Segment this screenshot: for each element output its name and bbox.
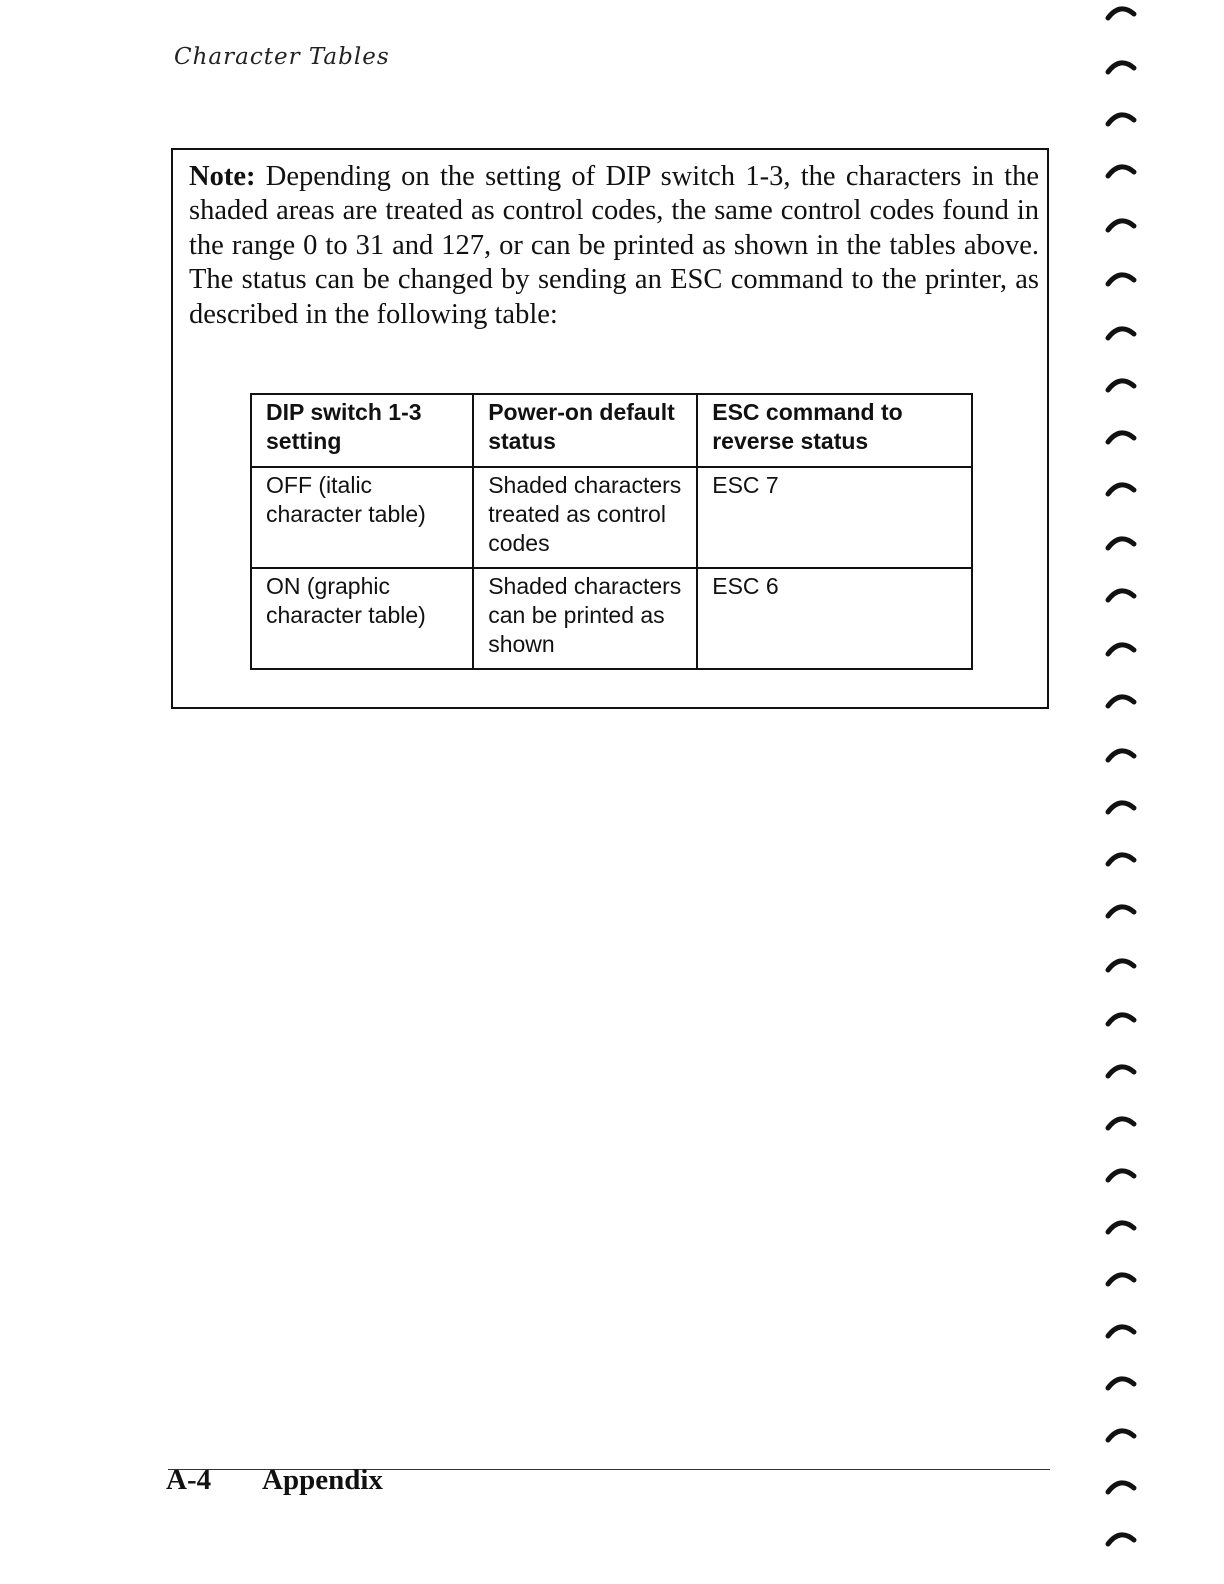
- header-dip-switch-setting: DIP switch 1-3 setting: [251, 394, 473, 467]
- binding-hole-icon: [1108, 9, 1134, 1544]
- running-header: Character Tables: [174, 44, 390, 70]
- page-number: A-4: [166, 1464, 212, 1496]
- header-power-on-default: Power-on default status: [473, 394, 697, 467]
- note-paragraph: [189, 160, 1039, 332]
- table-cell: ON (graphic character table): [251, 568, 473, 669]
- footer-section: Appendix: [262, 1464, 383, 1496]
- table-header-row: [251, 394, 972, 467]
- note-label: Note:: [189, 161, 256, 192]
- table-cell: ESC 7: [697, 467, 972, 568]
- spiral-binding: [1100, 0, 1150, 1584]
- table-cell: ESC 6: [697, 568, 972, 669]
- table-cell: Shaded characters can be printed as shown: [473, 568, 697, 669]
- table-row: [251, 467, 972, 568]
- table-row: [251, 568, 972, 669]
- note-box: [171, 148, 1049, 709]
- header-esc-command: ESC command to reverse status: [697, 394, 972, 467]
- note-body: Depending on the setting of DIP switch 1-3, the characters in the shaded areas are treated as control codes, the same control codes found in the range 0 to 31 and 127, or can be printed as shown in the tables above. The status can be changed by sending an ESC command to the printer, as described in the following table:: [189, 161, 1039, 330]
- table-cell: OFF (italic character table): [251, 467, 473, 568]
- dip-switch-table: [250, 393, 973, 670]
- page-footer: [166, 1464, 383, 1497]
- table-cell: Shaded characters treated as control codes: [473, 467, 697, 568]
